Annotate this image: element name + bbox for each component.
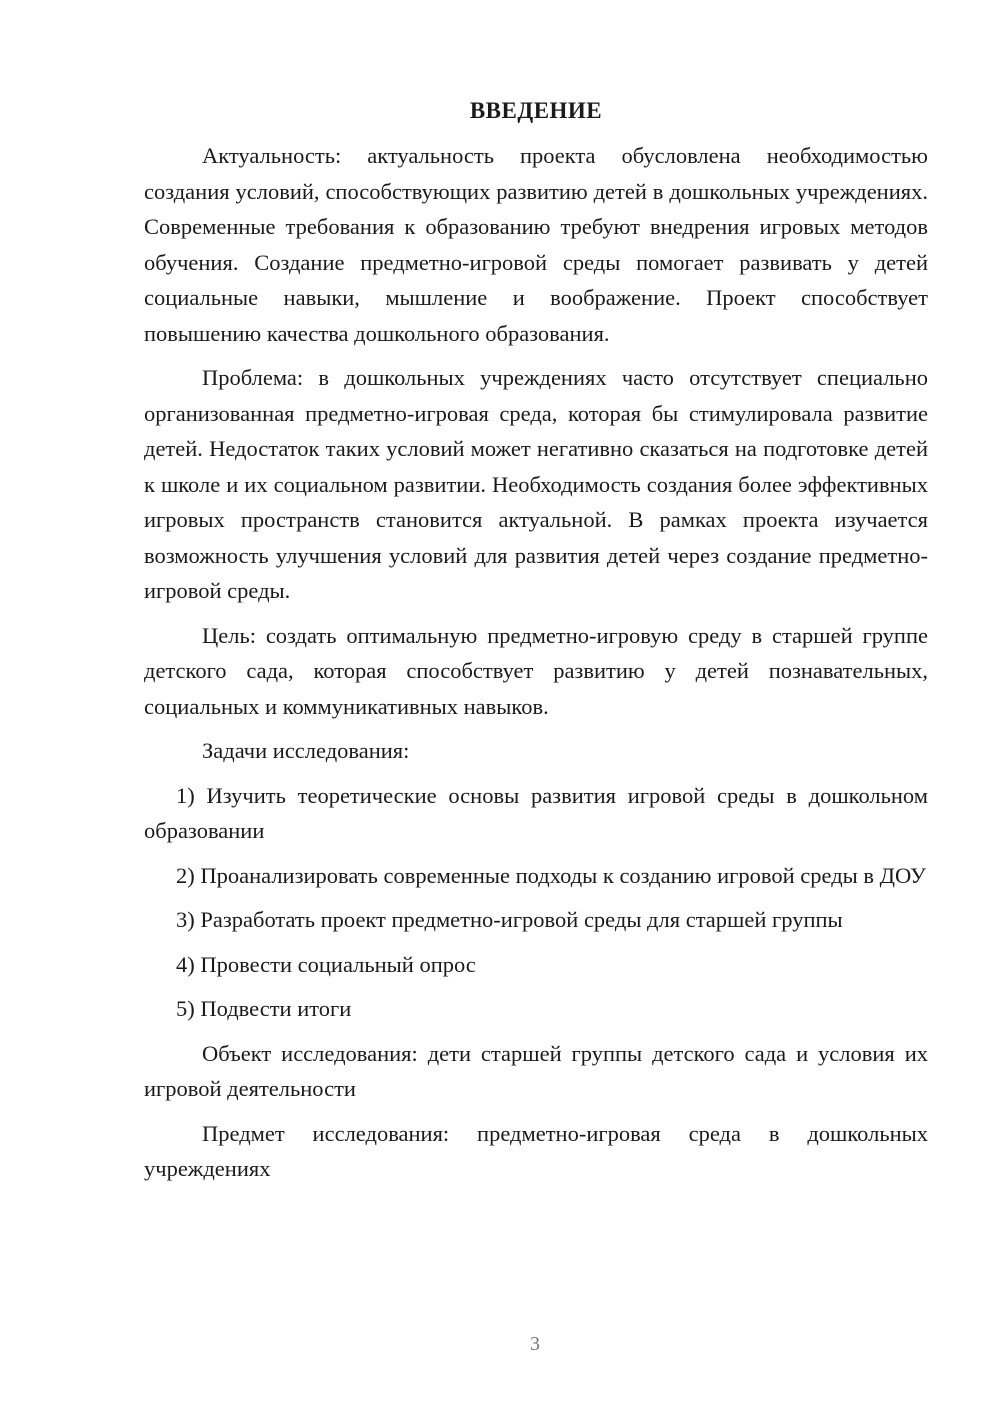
task-item: 5) Подвести итоги: [176, 996, 352, 1021]
task-item: 2) Проанализировать современные подходы к созданию игровой среды в ДОУ: [176, 862, 926, 888]
problem-paragraph: Проблема: в дошкольных учреждениях часто отсутствует специально организованная предметно-игровая среда, которая бы стимулировала развитие детей. Недостаток таких условий может негативно сказаться на подготовке детей к школе и их социальном развитии. Необходимость создания более эффективных игровых пространств становится актуальной. В рамках проекта изучается возможность улучшения условий для развития детей через создание предметно-игровой среды.: [144, 365, 928, 603]
document-page: [144, 96, 928, 1196]
tasks-title: Задачи исследования:: [202, 738, 410, 763]
page-number: 3: [530, 1333, 540, 1355]
relevance-paragraph: Актуальность: актуальность проекта обусловлена необходимостью создания условий, способствующих развитию детей в дошкольных учреждениях. Современные требования к образованию требуют внедрения игровых методов обучения. Создание предметно-игровой среды помогает развивать у детей социальные навыки, мышление и воображение. Проект способствует повышению качества дошкольного образования.: [144, 143, 928, 346]
subject-paragraph: Предмет исследования: предметно-игровая среда в дошкольных учреждениях: [144, 1120, 928, 1181]
section-heading: ВВЕДЕНИЕ: [469, 98, 603, 123]
task-item: 4) Провести социальный опрос: [176, 951, 476, 977]
task-item: 3) Разработать проект предметно-игровой среды для старшей группы: [176, 907, 843, 932]
goal-paragraph: Цель: создать оптимальную предметно-игровую среду в старшей группе детского сада, которая способствует развитию у детей познавательных, социальных и коммуникативных навыков.: [144, 622, 928, 719]
object-paragraph: Объект исследования: дети старшей группы детского сада и условия их игровой деятельности: [144, 1040, 928, 1101]
task-item: 1) Изучить теоретические основы развития игровой среды в дошкольном образовании: [144, 782, 928, 843]
tasks-list: [144, 778, 928, 1027]
